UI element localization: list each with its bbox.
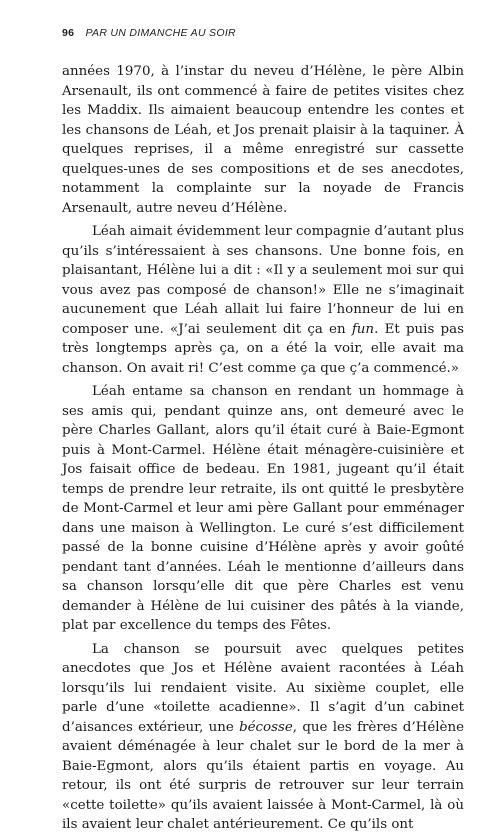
page-number: 96: [62, 27, 75, 39]
paragraph-2-text-a: Léah aimait évidemment leur compagnie d’autant plus qu’ils s’intéressaient à ses chansons. Une bonne fois, en plaisantant, Hélène lui a dit : «Il y a seulement moi sur qui vous avez pas composé de chanson!» Elle ne s’imaginait aucunement que Léah allait lui faire l’honneur de lui en composer une. «J’ai seulement dit ça en: [62, 224, 464, 337]
paragraph-2-text-b: . Et puis pas très longtemps après ça, on a été la voir, elle avait ma chanson. On avait ri! C’est comme ça que ç’a commencé.»: [62, 321, 464, 376]
text-body: [62, 62, 464, 839]
paragraph-3-text: Léah entame sa chanson en rendant un hommage à ses amis qui, pendant quinze ans, ont demeuré avec le père Charles Gallant, alors qu’il était curé à Baie-Egmont puis à Mont-Carmel. Hélène était ménagère-cuisinière et Jos faisait office de bedeau. En 1981, jugeant qu’il était temps de prendre leur retraite, ils ont quitté le presbytère de Mont-Carmel et leur ami père Gallant pour emménager dans une maison à Wellington. Le curé s’est difficilement passé de la bonne cuisine d’Hélène après y avoir goûté pendant tant d’années. Léah le mentionne d’ailleurs dans sa chanson lorsqu’elle dit que père Charles est venu demander à Hélène de lui cuisiner des pâtés à la viande, plat par excellence du temps des Fêtes.: [62, 384, 464, 633]
paragraph-2-italic-fun: fun: [351, 321, 375, 337]
paragraph-1: [62, 62, 464, 218]
running-title: PAR UN DIMANCHE AU SOIR: [85, 27, 236, 39]
paragraph-4-text-b: , que les frères d’Hélène avaient déménagée à leur chalet sur le bord de la mer à Baie-Egmont, alors qu’ils étaient partis en voyage. Au retour, ils ont été surpris de retrouver sur leur terrain «cette toilette» qu’ils avaient laissée à Mont-Carmel, là où ils avaient leur chalet antérieurement. Ce qu’ils ont: [62, 719, 464, 832]
paragraph-4-text-a: La chanson se poursuit avec quelques petites anecdotes que Jos et Hélène avaient racontées à Léah lorsqu’ils lui rendaient visite. Au sixième couplet, elle parle d’une «toilette acadienne». Il s’agit d’un cabinet d’aisances extérieur, une: [62, 641, 464, 735]
paragraph-4-italic-becosse: bécosse: [239, 719, 293, 735]
paragraph-1-text: années 1970, à l’instar du neveu d’Hélène, le père Albin Arsenault, ils ont commencé à faire de petites visites chez les Maddix. Ils aimaient beaucoup entendre les contes et les chansons de Léah, et Jos prenait plaisir à la taquiner. À quelques reprises, il a même enregistré sur cassette quelques-unes de ses compositions et de ses anecdotes, notamment la complainte sur la noyade de Francis Arsenault, autre neveu d’Hélène.: [62, 64, 464, 216]
paragraph-2: [62, 222, 464, 378]
running-head: [62, 27, 236, 39]
paragraph-3: [62, 382, 464, 636]
paragraph-4: [62, 640, 464, 835]
